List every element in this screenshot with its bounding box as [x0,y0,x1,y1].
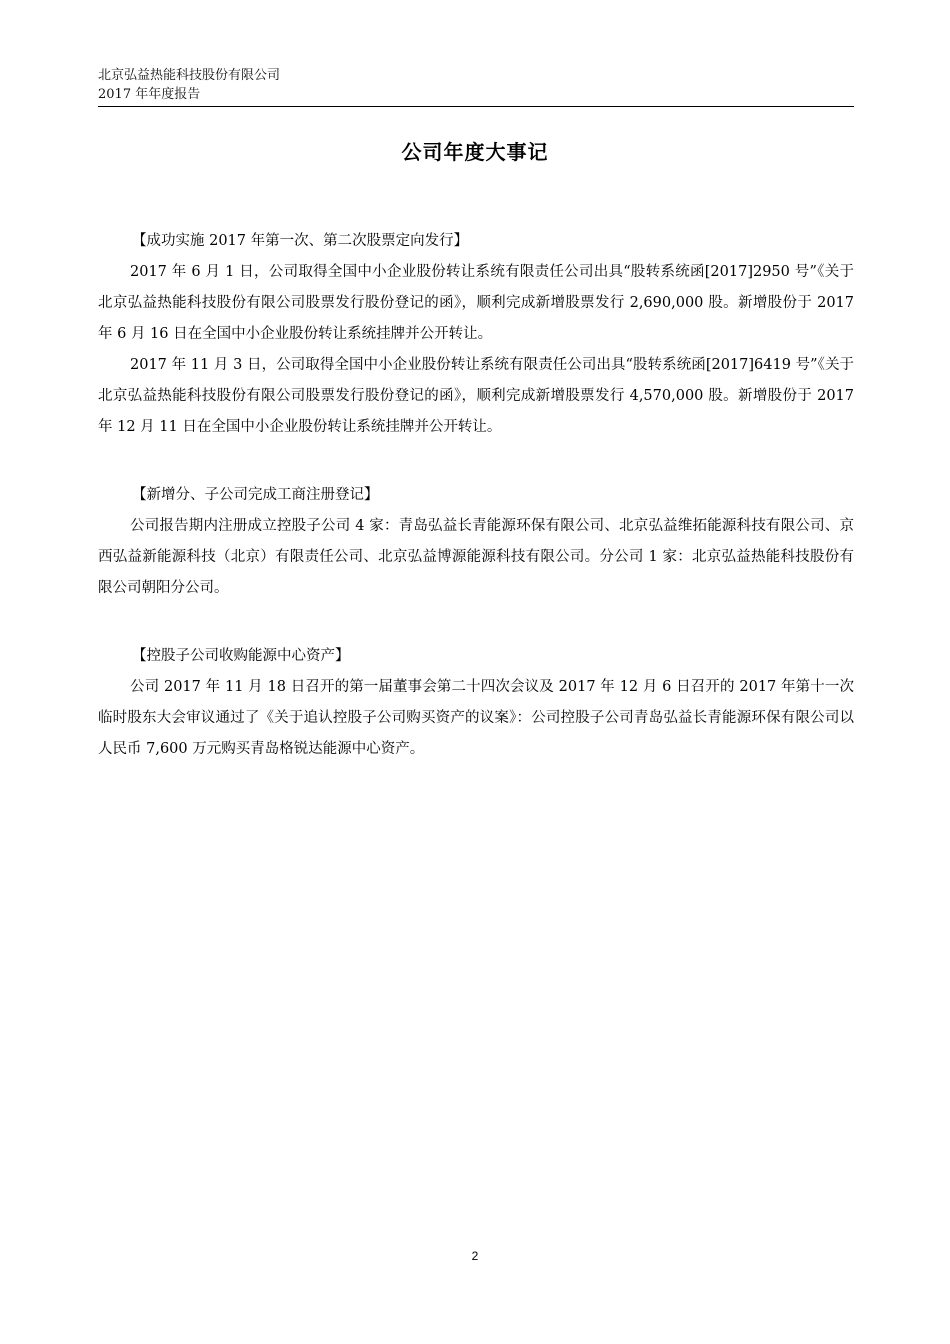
paragraph: 2017 年 11 月 3 日，公司取得全国中小企业股份转让系统有限责任公司出具“股转系统函[2017]6419 号”《关于北京弘益热能科技股份有限公司股票发行股份登记的函》，顺利完成新增股票发行 4,570,000 股。新增股份于 2017 年 12 月 11 日在全国中小企业股份转让系统挂牌并公开转让。 [98,357,854,435]
page-number: 2 [471,1249,479,1263]
section-heading: 【成功实施 2017 年第一次、第二次股票定向发行】 [132,233,469,249]
header-company-name: 北京弘益热能科技股份有限公司 [98,68,281,83]
header-divider [98,106,854,107]
section-asset-acquisition [98,641,854,765]
header-report-name: 2017 年年度报告 [98,87,201,102]
document-body [98,226,854,802]
section-subsidiary-registration [98,480,854,604]
paragraph: 公司报告期内注册成立控股子公司 4 家：青岛弘益长青能源环保有限公司、北京弘益维拓能源科技有限公司、京西弘益新能源科技（北京）有限责任公司、北京弘益博源能源科技有限公司。分公司 1 家：北京弘益热能科技股份有限公司朝阳分公司。 [98,518,854,596]
section-heading: 【新增分、子公司完成工商注册登记】 [132,487,379,503]
section-heading: 【控股子公司收购能源中心资产】 [132,648,350,664]
paragraph: 2017 年 6 月 1 日，公司取得全国中小企业股份转让系统有限责任公司出具“股转系统函[2017]2950 号”《关于北京弘益热能科技股份有限公司股票发行股份登记的函》，顺利完成新增股票发行 2,690,000 股。新增股份于 2017 年 6 月 16 日在全国中小企业股份转让系统挂牌并公开转让。 [98,264,854,342]
section-stock-issuance [98,226,854,443]
page-title: 公司年度大事记 [401,140,549,164]
page-header [98,66,854,104]
paragraph: 公司 2017 年 11 月 18 日召开的第一届董事会第二十四次会议及 2017 年 12 月 6 日召开的 2017 年第十一次临时股东大会审议通过了《关于追认控股子公司购买资产的议案》：公司控股子公司青岛弘益长青能源环保有限公司以人民币 7,600 万元购买青岛格锐达能源中心资产。 [98,679,854,757]
